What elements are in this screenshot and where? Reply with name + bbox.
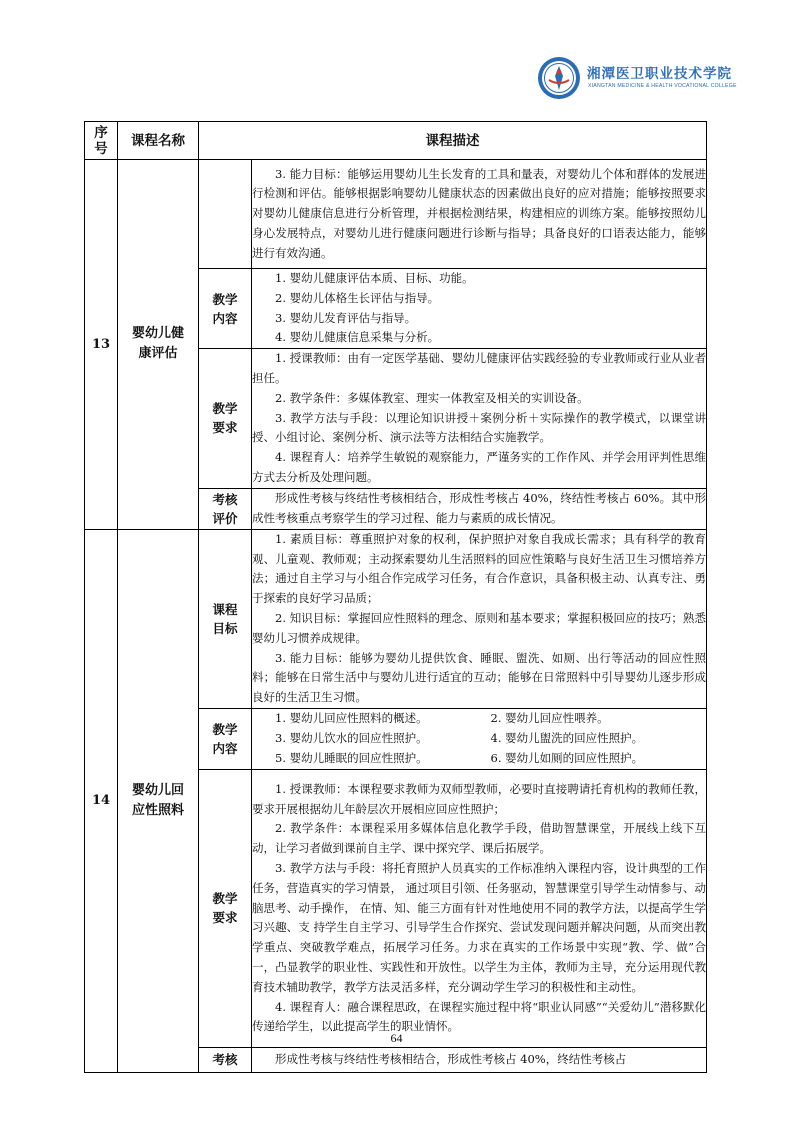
school-emblem-icon [537,56,581,100]
list-item: 1. 授课教师：由有一定医学基础、婴幼儿健康评估实践经验的专业教师或行业从业者担任。 [252,351,706,385]
list-item: 2. 婴幼儿体格生长评估与指导。 [275,290,440,305]
table-row [85,529,707,708]
list-item: 1. 婴幼儿回应性照料的概述。 [275,711,428,726]
table-header-row [85,122,707,160]
list-item: 3. 教学方法与手段：将托育照护人员真实的工作标准纳入课程内容，设计典型的工作任务，营造真实的学习情景， 通过项目引领、任务驱动，智慧课堂引导学生动情参与、动脑思考、动手操作， 在情、知、能三方面有针对性地使用不同的教学方法，以提高学生学习兴趣、支 持学生自主学习、引导学生合作探究、尝试发现问题并解决问题，从而突出教学重点、突破教学难点，拓展学习任务。力求在真实的工作场景中实现“教、学、做”合一，凸显教学的职业性、实践性和开放性。以学生为主体，教师为主导，充分运用现代教育技术辅助教学，教学方法灵活多样，充分调动学生学习的积极性和主动性。 [252,860,706,994]
course-13-content-list [252,269,707,349]
list-item: 2. 婴幼儿回应性喂养。 [490,711,609,726]
course-13-goals-sub [199,160,252,269]
course-14-req-label: 教学要求 [199,769,252,1047]
course-13-content-label: 教学内容 [199,269,252,349]
course-13-name: 婴幼儿健康评估 [118,160,199,530]
page-number: 64 [390,1031,403,1045]
list-item: 4. 婴幼儿健康信息采集与分析。 [275,330,440,345]
course-13-assess-text: 形成性考核与终结性考核相结合，形成性考核占 40%，终结性考核占 60%。其中形成性考核重点考察学生的学习过程、能力与素质的成长情况。 [252,488,707,529]
list-item: 3. 教学方法与手段：以理论知识讲授＋案例分析＋实际操作的教学模式，以课堂讲授、小组讨论、案例分析、演示法等方法相结合实施教学。 [252,410,706,445]
list-item: 4. 课程育人：培养学生敏锐的观察能力，严谨务实的工作作风、并学会用评判性思维方式去分析及处理问题。 [252,450,706,484]
course-13-assess-label: 考核评价 [199,488,252,529]
course-13-no: 13 [85,160,118,530]
course-14-content-label: 教学内容 [199,708,252,769]
course-13-req-list [252,349,707,489]
course-14-name: 婴幼儿回应性照料 [118,529,199,1072]
school-name-cn: 湘潭医卫职业技术学院 [587,66,732,82]
list-item: 5. 婴幼儿睡眠的回应性照护。 [275,750,428,765]
list-item: 4. 课程育人：融合课程思政，在课程实施过程中将“职业认同感”“关爱幼儿”潜移默化传递给学生，以此提高学生的职业情怀。 [252,999,706,1034]
list-item: 3. 婴幼儿饮水的回应性照护。 [275,731,428,746]
list-item: 2. 教学条件：多媒体教室、理实一体教室及相关的实训设备。 [275,390,589,405]
course-14-assess-label: 考核 [199,1047,252,1072]
list-item: 2. 知识目标：掌握回应性照料的理念、原则和基本要求；掌握积极回应的技巧；熟悉婴幼儿习惯养成规律。 [252,610,706,645]
course-14-goals-label: 课程目标 [199,529,252,708]
course-14-req-list [252,769,707,1047]
school-logo [537,56,767,100]
course-13-req-label: 教学要求 [199,349,252,489]
course-14-goals-list [252,529,707,708]
course-14-content-list [252,708,707,769]
list-item: 1. 授课教师：本课程要求教师为双师型教师，必要时直接聘请托育机构的教师任教，要求开展根据幼儿年龄层次开展相应回应性照护； [252,781,706,816]
header-desc: 课程描述 [199,122,707,160]
course-table [84,121,707,1073]
course-14-assess-text: 形成性考核与终结性考核相结合，形成性考核占 40%，终结性考核占 [252,1047,707,1072]
course-13-goals-desc: 3. 能力目标：能够运用婴幼儿生长发育的工具和量表，对婴幼儿个体和群体的发展进行检测和评估。能够根据影响婴幼儿健康状态的因素做出良好的应对措施；能够按照要求对婴幼儿健康信息进行分析管理，并根据检测结果，构建相应的训练方案。能够按照幼儿身心发展特点，对婴幼儿进行健康问题进行诊断与指导；具备良好的口语表达能力，能够进行有效沟通。 [252,160,707,269]
course-14-no: 14 [85,529,118,1072]
header-name: 课程名称 [118,122,199,160]
school-name-en: XIANGTAN MEDICINE & HEALTH VOCATIONAL COLLEGE [588,83,737,89]
list-item: 3. 婴幼儿发育评估与指导。 [275,310,417,325]
list-item: 1. 婴幼儿健康评估本质、目标、功能。 [275,271,474,285]
list-item: 2. 教学条件：本课程采用多媒体信息化教学手段，借助智慧课堂，开展线上线下互动，让学习者做到课前自主学、课中探究学、课后拓展学。 [252,821,706,856]
header-no: 序号 [85,122,118,160]
list-item: 3. 能力目标：能够为婴幼儿提供饮食、睡眠、盥洗、如厕、出行等活动的回应性照料；能够在日常生活中与婴幼儿进行适宜的互动；能够在日常照料中引导婴幼儿逐步形成良好的生活卫生习惯。 [252,650,706,705]
list-item: 1. 素质目标：尊重照护对象的权利，保护照护对象自我成长需求；具有科学的教育观、儿童观、教师观；主动探索婴幼儿生活照料的回应性策略与良好生活卫生习惯培养方法；通过自主学习与小组合作完成学习任务，有合作意识，具备积极主动、认真专注、勇于探索的良好学习品质； [252,531,706,606]
list-item: 6. 婴幼儿如厕的回应性照护。 [490,750,644,765]
list-item: 4. 婴幼儿盥洗的回应性照护。 [490,731,644,746]
table-row [85,160,707,269]
